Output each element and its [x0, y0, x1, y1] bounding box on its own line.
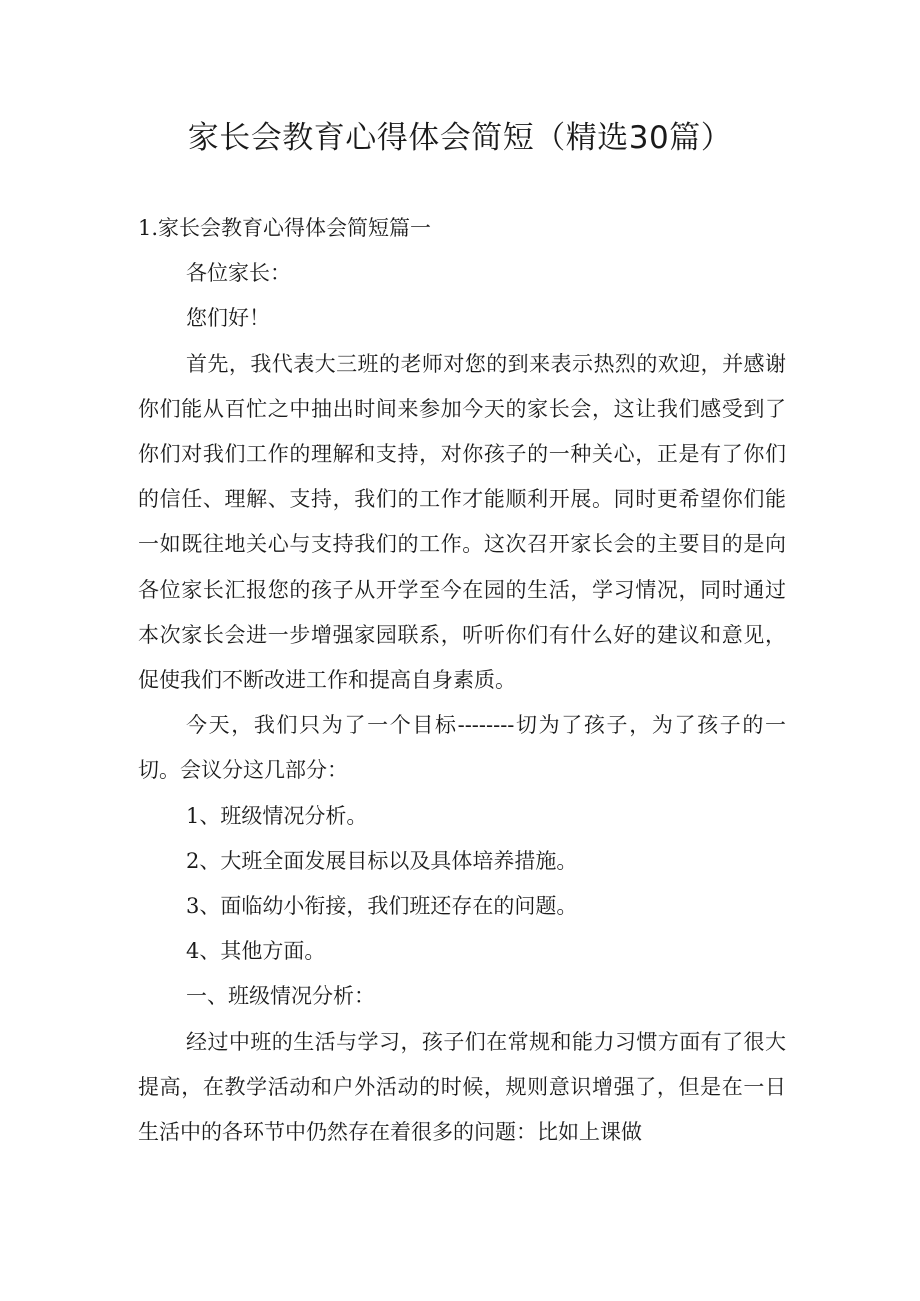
agenda-item-2: 2、大班全面发展目标以及具体培养措施。 — [186, 848, 578, 873]
salutation: 各位家长： — [186, 261, 291, 286]
document-body — [138, 206, 786, 1155]
paragraph-welcome: 首先，我代表大三班的老师对您的到来表示热烈的欢迎，并感谢你们能从百忙之中抽出时间来参加今天的家长会，这让我们感受到了你们对我们工作的理解和支持，对你孩子的一种关心，正是有了你们的信任、理解、支持，我们的工作才能顺利开展。同时更希望你们能一如既往地关心与支持我们的工作。这次召开家长会的主要目的是向各位家长汇报您的孩子从开学至今在园的生活，学习情况，同时通过本次家长会进一步增强家园联系，听听你们有什么好的建议和意见，促使我们不断改进工作和提高自身素质。 — [138, 351, 786, 693]
agenda-item-4: 4、其他方面。 — [186, 939, 326, 964]
section-heading: 1.家长会教育心得体会简短篇一 — [138, 216, 432, 240]
agenda-item-3: 3、面临幼小衔接，我们班还存在的问题。 — [186, 894, 578, 919]
paragraph-goal: 今天，我们只为了一个目标--------切为了孩子，为了孩子的一切。会议分这几部分： — [138, 713, 786, 783]
document-title: 家长会教育心得体会简短（精选30篇） — [187, 120, 733, 156]
agenda-item-1: 1、班级情况分析。 — [186, 803, 368, 828]
paragraph-class-analysis: 经过中班的生活与学习，孩子们在常规和能力习惯方面有了很大提高，在教学活动和户外活动的时候，规则意识增强了，但是在一日生活中的各环节中仍然存在着很多的问题：比如上课做 — [138, 1029, 786, 1145]
subsection-heading: 一、班级情况分析： — [186, 984, 375, 1009]
greeting: 您们好！ — [186, 306, 270, 331]
